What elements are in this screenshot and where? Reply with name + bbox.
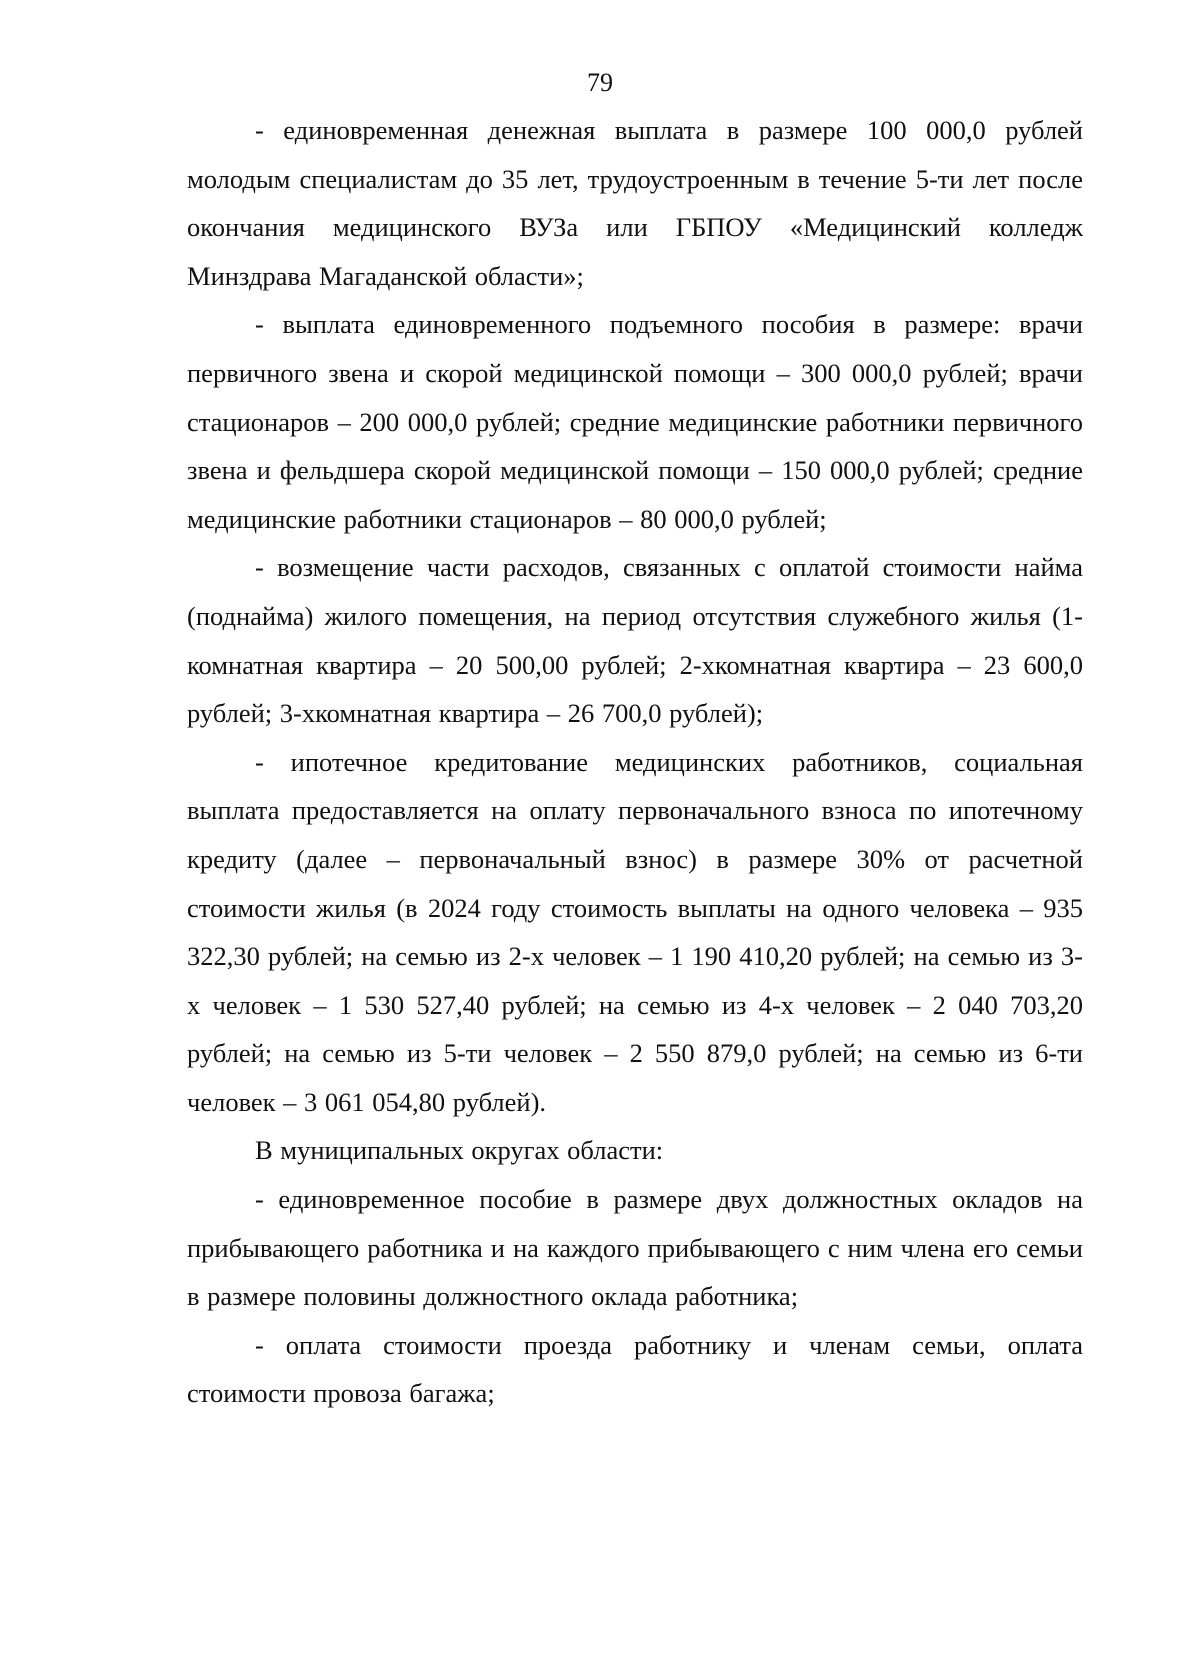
paragraph-travel-payment: - оплата стоимости проезда работнику и членам семьи, оплата стоимости провоза багажа;	[187, 1329, 1083, 1409]
paragraph-mortgage-lending: - ипотечное кредитование медицинских работников, социальная выплата предоставляется на оплату первоначального взноса по ипотечному кредиту (далее – первоначальный взнос) в размере 30% от расчетной стоимости жилья (в 2024 году стоимость выплаты на одного человека – 935 322,30 рублей; на семью из 2-х человек – 1 190 410,20 рублей; на семью из 3-х человек – 1 530 527,40 рублей; на семью из 4-х человек – 2 040 703,20 рублей; на семью из 5-ти человек – 2 550 879,0 рублей; на семью из 6-ти человек – 3 061 054,80 рублей).	[187, 746, 1083, 1117]
paragraph-municipal-lump-sum: - единовременное пособие в размере двух должностных окладов на прибывающего работника и на каждого прибывающего с ним члена его семьи в размере половины должностного оклада работника;	[187, 1184, 1083, 1312]
paragraph-lump-sum-young-specialists: - единовременная денежная выплата в размере 100 000,0 рублей молодым специалистам до 35 лет, трудоустроенным в течение 5-ти лет после окончания медицинского ВУЗа или ГБПОУ «Медицинский колледж Минздрава Магаданской области»;	[187, 115, 1083, 291]
paragraph-rent-compensation: - возмещение части расходов, связанных с оплатой стоимости найма (поднайма) жилого помещения, на период отсутствия служебного жилья (1-комнатная квартира – 20 500,00 рублей; 2-хкомнатная квартира – 23 600,0 рублей; 3-хкомнатная квартира – 26 700,0 рублей);	[187, 552, 1083, 729]
page-number: 79	[587, 68, 613, 97]
paragraph-municipal-districts-heading: В муниципальных округах области:	[255, 1135, 664, 1166]
document-body	[187, 106, 1083, 1418]
paragraph-relocation-allowance: - выплата единовременного подъемного пособия в размере: врачи первичного звена и скорой медицинской помощи – 300 000,0 рублей; врачи стационаров – 200 000,0 рублей; средние медицинские работники первичного звена и фельдшера скорой медицинской помощи – 150 000,0 рублей; средние медицинские работники стационаров – 80 000,0 рублей;	[187, 309, 1083, 534]
